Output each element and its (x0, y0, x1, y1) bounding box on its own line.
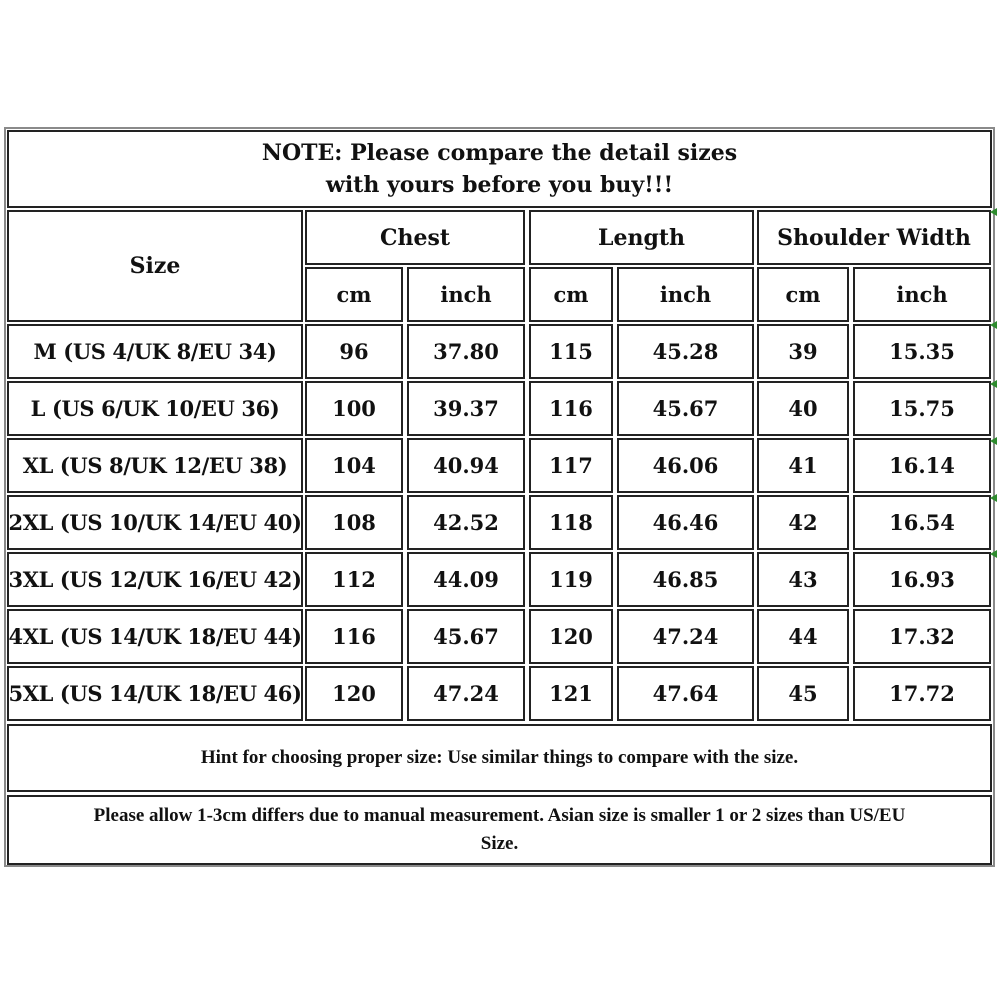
measurement-cell: 46.06 (617, 438, 754, 493)
disclaimer-line-1: Please allow 1-3cm differs due to manual measurement. Asian size is smaller 1 or 2 sizes than US/EU (93, 805, 906, 826)
measurement-cell: 37.80 (407, 324, 525, 379)
unit-header-cm: cm (757, 267, 849, 322)
measurement-cell: 119 (529, 552, 613, 607)
edge-marker (990, 208, 997, 216)
size-label-cell: 5XL (US 14/UK 18/EU 46) (7, 666, 303, 721)
measurement-cell: 15.35 (853, 324, 991, 379)
measurement-cell: 117 (529, 438, 613, 493)
edge-marker (990, 550, 997, 558)
measurement-cell: 43 (757, 552, 849, 607)
measurement-cell: 120 (305, 666, 403, 721)
unit-header-inch: inch (407, 267, 525, 322)
measurement-cell: 15.75 (853, 381, 991, 436)
measurement-cell: 41 (757, 438, 849, 493)
size-label-cell: 3XL (US 12/UK 16/EU 42) (7, 552, 303, 607)
measurement-cell: 116 (529, 381, 613, 436)
size-label-cell: L (US 6/UK 10/EU 36) (7, 381, 303, 436)
size-label-cell: XL (US 8/UK 12/EU 38) (7, 438, 303, 493)
measurement-cell: 46.46 (617, 495, 754, 550)
measurement-cell: 17.32 (853, 609, 991, 664)
unit-header-cm: cm (305, 267, 403, 322)
measurement-cell: 47.64 (617, 666, 754, 721)
size-header: Size (7, 210, 303, 322)
edge-marker (990, 437, 997, 445)
measurement-cell: 42 (757, 495, 849, 550)
measurement-cell: 42.52 (407, 495, 525, 550)
measurement-cell: 96 (305, 324, 403, 379)
measurement-cell: 16.14 (853, 438, 991, 493)
measurement-cell: 47.24 (407, 666, 525, 721)
measurement-cell: 116 (305, 609, 403, 664)
unit-header-inch: inch (617, 267, 754, 322)
measurement-cell: 44 (757, 609, 849, 664)
unit-header-inch: inch (853, 267, 991, 322)
measurement-cell: 45.67 (407, 609, 525, 664)
measurement-cell: 120 (529, 609, 613, 664)
size-label-cell: 2XL (US 10/UK 14/EU 40) (7, 495, 303, 550)
size-label-cell: M (US 4/UK 8/EU 34) (7, 324, 303, 379)
measurement-cell: 16.93 (853, 552, 991, 607)
hint-text: Hint for choosing proper size: Use similar things to compare with the size. (7, 724, 992, 792)
measurement-cell: 46.85 (617, 552, 754, 607)
edge-marker (990, 494, 997, 502)
chest-header: Chest (305, 210, 525, 265)
size-label-cell: 4XL (US 14/UK 18/EU 44) (7, 609, 303, 664)
measurement-cell: 44.09 (407, 552, 525, 607)
measurement-cell: 40.94 (407, 438, 525, 493)
measurement-cell: 39 (757, 324, 849, 379)
measurement-cell: 108 (305, 495, 403, 550)
measurement-cell: 121 (529, 666, 613, 721)
measurement-cell: 115 (529, 324, 613, 379)
measurement-cell: 45.28 (617, 324, 754, 379)
note-line-1: NOTE: Please compare the detail sizes (261, 140, 738, 166)
measurement-cell: 104 (305, 438, 403, 493)
note-banner (7, 130, 992, 208)
measurement-cell: 112 (305, 552, 403, 607)
measurement-cell: 118 (529, 495, 613, 550)
disclaimer-text (7, 795, 992, 865)
measurement-cell: 45.67 (617, 381, 754, 436)
measurement-cell: 17.72 (853, 666, 991, 721)
length-header: Length (529, 210, 754, 265)
measurement-cell: 47.24 (617, 609, 754, 664)
shoulder-width-header: Shoulder Width (757, 210, 991, 265)
measurement-cell: 45 (757, 666, 849, 721)
edge-marker (990, 321, 997, 329)
measurement-cell: 39.37 (407, 381, 525, 436)
unit-header-cm: cm (529, 267, 613, 322)
measurement-cell: 16.54 (853, 495, 991, 550)
measurement-cell: 100 (305, 381, 403, 436)
measurement-cell: 40 (757, 381, 849, 436)
note-line-2: with yours before you buy!!! (325, 172, 674, 198)
disclaimer-line-2: Size. (480, 833, 519, 854)
edge-marker (990, 380, 997, 388)
